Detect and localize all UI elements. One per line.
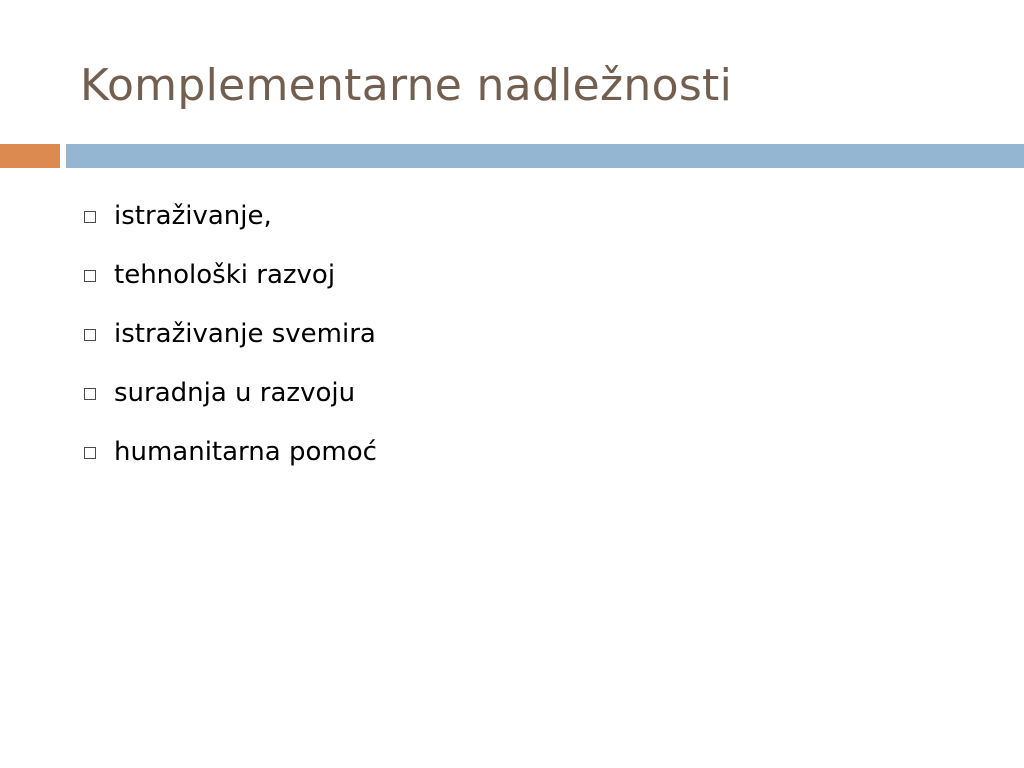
square-bullet-icon	[84, 270, 96, 282]
bullet-text: suradnja u razvoju	[114, 377, 356, 408]
bullet-text: humanitarna pomoć	[114, 436, 377, 467]
bullet-text: istraživanje svemira	[114, 318, 376, 349]
bullet-item	[80, 422, 980, 481]
bullet-item	[80, 304, 980, 363]
bullet-list	[80, 186, 980, 481]
bullet-item	[80, 363, 980, 422]
square-bullet-icon	[84, 388, 96, 400]
bullet-item	[80, 245, 980, 304]
square-bullet-icon	[84, 329, 96, 341]
bullet-item	[80, 186, 980, 245]
slide-title: Komplementarne nadležnosti	[80, 60, 733, 111]
square-bullet-icon	[84, 211, 96, 223]
accent-bar-orange	[0, 144, 60, 168]
accent-bar-blue	[66, 144, 1024, 168]
square-bullet-icon	[84, 447, 96, 459]
bullet-text: istraživanje,	[114, 200, 272, 231]
bullet-text: tehnološki razvoj	[114, 259, 336, 290]
